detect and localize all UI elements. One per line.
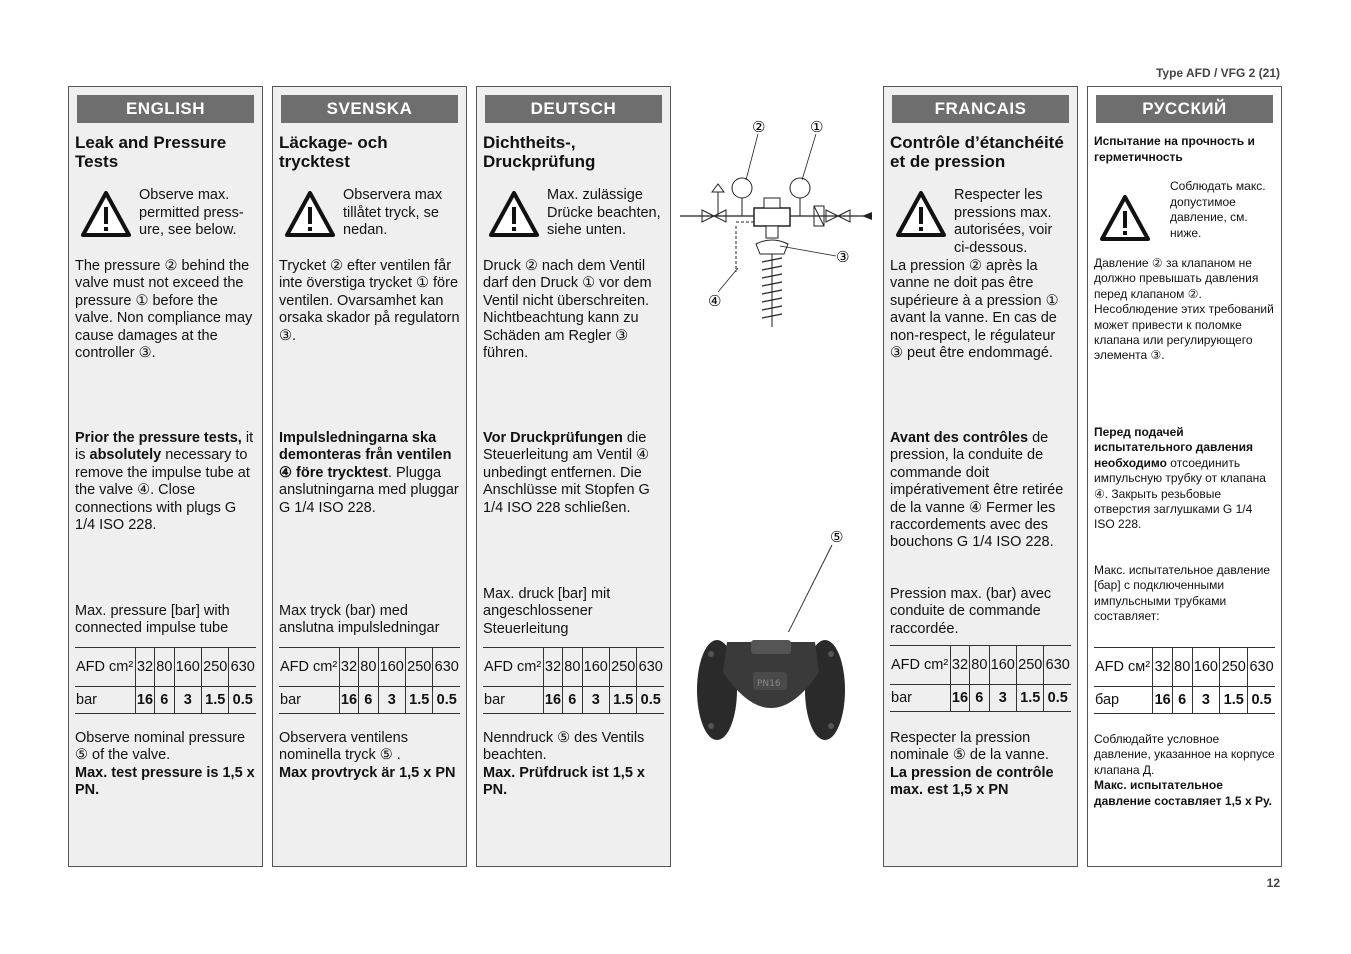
- table-value-cell: 0.5: [229, 687, 256, 714]
- pressure-note: Trycket ② efter ventilen får inte överstiga trycket ① före ventilen. Ovarsamhet kan orsaka skador på regulatorn ③.: [279, 258, 460, 344]
- table-value-cell: 3: [378, 687, 405, 714]
- bold-instruction: Vor Druckprüfungen: [483, 430, 623, 446]
- table-row-label: bar: [279, 687, 339, 714]
- language-header: SVENSKA: [281, 95, 458, 123]
- table-value-cell: 1.5: [201, 687, 228, 714]
- svg-text:PN16: PN16: [757, 679, 781, 689]
- table-value-cell: 6: [970, 685, 989, 712]
- page-number: 12: [1266, 876, 1280, 890]
- table-header-cell: 630: [637, 648, 664, 687]
- instruction-text: die Steuerleitung am Ventil ④ unbedingt entfernen. Die Anschlüsse mit Stopfen G 1/4 ISO 228 schließen.: [483, 430, 650, 516]
- pressure-note: The pressure ② behind the valve must not exceed the pressure ① before the valve. Non compliance may cause damages at the controller ③.: [75, 258, 253, 362]
- callout-4: ④: [708, 292, 722, 310]
- callout-1: ①: [810, 118, 824, 136]
- warning-text: Max. zulässige Drücke beachten, siehe unten.: [547, 187, 661, 238]
- nominal-pressure-note: [890, 730, 1071, 800]
- nominal-pressure-note: [279, 730, 460, 782]
- instruction-text: necessary to remove the impulse tube at the valve ④. Close connections with plugs G 1/4 ISO 228.: [75, 447, 250, 534]
- table-value-cell: 6: [359, 687, 378, 714]
- table-row-label: bar: [890, 685, 950, 712]
- table-row-label: AFD см²: [1094, 648, 1153, 687]
- nominal-pressure-callout: [690, 525, 860, 645]
- table-value-cell: 16: [543, 687, 562, 714]
- section-title: Dichtheits-, Druckprüfung: [483, 133, 596, 171]
- test-pressure-text: Max. test pressure is 1,5 x PN.: [75, 764, 255, 799]
- table-header-cell: 250: [609, 648, 636, 687]
- pressure-table: [890, 645, 1071, 712]
- nominal-text: Соблюдайте условное давление, указанное на корпусе клапана Д.: [1094, 732, 1275, 777]
- warning-triangle-icon: [1100, 195, 1150, 241]
- table-header-cell: 250: [1016, 646, 1043, 685]
- section-title: Leak and Pressure Tests: [75, 133, 227, 171]
- language-header: DEUTSCH: [485, 95, 662, 123]
- callout-2: ②: [752, 118, 766, 136]
- bold-instruction: Impulsledningarna ska demonteras från ventilen ④ före trycktest: [279, 430, 452, 481]
- table-value-cell: 3: [1192, 687, 1220, 714]
- table-header-cell: 32: [543, 648, 562, 687]
- table-header-cell: 32: [950, 646, 969, 685]
- table-value-cell: 0.5: [637, 687, 664, 714]
- section-title: Läckage- och trycktest: [279, 133, 388, 171]
- impulse-tube-instruction: [483, 430, 664, 517]
- warning-text: Observe max. permitted press-ure, see below.: [139, 187, 244, 238]
- table-header-cell: 250: [405, 648, 432, 687]
- pressure-table: [1094, 647, 1275, 714]
- test-pressure-text: Макс. испытательное давление составляет 1,5 x Pу.: [1094, 778, 1272, 808]
- table-header-cell: 160: [989, 646, 1016, 685]
- document-type-label: Type AFD / VFG 2 (21): [1155, 66, 1280, 80]
- column-english: [68, 86, 263, 867]
- warning-triangle-icon: [489, 191, 539, 237]
- pressure-note: Druck ② nach dem Ventil darf den Druck ① vor dem Ventil nicht überschreiten. Nichtbeachtung kann zu Schäden am Regler ③ führen.: [483, 258, 652, 362]
- valve-body-photo: [697, 632, 845, 744]
- table-header-cell: 80: [1172, 648, 1192, 687]
- table-header-cell: 80: [155, 648, 174, 687]
- table-value-cell: 0.5: [1248, 687, 1275, 714]
- nominal-text: Observera ventilens nominella tryck ⑤ .: [279, 730, 408, 764]
- table-value-cell: 1.5: [405, 687, 432, 714]
- callout-5: ⑤: [830, 528, 844, 546]
- test-pressure-text: La pression de contrôle max. est 1,5 x PN: [890, 764, 1054, 799]
- table-value-cell: 3: [989, 685, 1016, 712]
- table-header-cell: 160: [174, 648, 201, 687]
- table-value-cell: 3: [174, 687, 201, 714]
- table-row-label: AFD cm²: [483, 648, 543, 687]
- warning-text: Observera max tillåtet tryck, se nedan.: [343, 187, 443, 238]
- table-row-label: AFD cm²: [75, 648, 135, 687]
- max-pressure-label: Макс. испытательное давление [бар] с подключенными импульсными трубками составляет:: [1094, 563, 1271, 624]
- table-row-label: AFD cm²: [279, 648, 339, 687]
- bold-instruction: Avant des contrôles: [890, 430, 1029, 446]
- table-row-label: bar: [75, 687, 135, 714]
- test-pressure-text: Max. Prüfdruck ist 1,5 x PN.: [483, 764, 645, 799]
- table-header-cell: 630: [1248, 648, 1275, 687]
- table-header-cell: 630: [433, 648, 460, 687]
- impulse-tube-instruction: [890, 430, 1071, 552]
- warning-text: Respecter les pressions max. autorisées, voir ci-dessous.: [954, 187, 1053, 256]
- table-value-cell: 3: [582, 687, 609, 714]
- table-header-cell: 80: [970, 646, 989, 685]
- table-value-cell: 16: [339, 687, 358, 714]
- table-header-cell: 80: [359, 648, 378, 687]
- language-header: РУССКИЙ: [1096, 95, 1273, 123]
- max-pressure-label: Pression max. (bar) avec conduite de commande raccordée.: [890, 586, 1052, 637]
- language-header: FRANCAIS: [892, 95, 1069, 123]
- pressure-note: La pression ② après la vanne ne doit pas être supérieure à a pression ① avant la vanne. En cas de non-respect, le régulateur ③ peut être endommagé.: [890, 258, 1059, 362]
- column-russian: [1087, 86, 1282, 867]
- warning-text: Соблюдать макс. допустимое давление, см. ниже.: [1170, 179, 1266, 240]
- callout-3: ③: [836, 248, 850, 266]
- table-header-cell: 160: [1192, 648, 1220, 687]
- bold-instruction: Prior the pressure tests,: [75, 430, 242, 446]
- table-value-cell: 0.5: [1044, 685, 1071, 712]
- table-value-cell: 16: [135, 687, 154, 714]
- table-row-label: AFD cm²: [890, 646, 950, 685]
- language-header: ENGLISH: [77, 95, 254, 123]
- table-value-cell: 6: [1172, 687, 1192, 714]
- pressure-table: [483, 647, 664, 714]
- table-header-cell: 160: [378, 648, 405, 687]
- impulse-tube-instruction: [1094, 425, 1275, 533]
- max-pressure-label: Max tryck (bar) med anslutna impulsledningar: [279, 603, 440, 637]
- instruction-text: de pression, la conduite de commande doit impérativement être retirée de la vanne ④ Fermer les raccordements avec des bouchons G 1/4 ISO 228.: [890, 430, 1064, 551]
- table-value-cell: 1.5: [1016, 685, 1043, 712]
- nominal-text: Respecter la pression nominale ⑤ de la vanne.: [890, 730, 1049, 764]
- max-pressure-label: Max. druck [bar] mit angeschlossener Steuerleitung: [483, 586, 611, 637]
- column-svenska: [272, 86, 467, 867]
- table-header-cell: 160: [582, 648, 609, 687]
- bold-instruction: absolutely: [89, 447, 162, 464]
- table-row-label: bar: [483, 687, 543, 714]
- valve-installation-diagram: [676, 112, 876, 342]
- table-header-cell: 32: [339, 648, 358, 687]
- table-header-cell: 32: [1153, 648, 1173, 687]
- nominal-text: Nenndruck ⑤ des Ventils beachten.: [483, 730, 645, 764]
- column-deutsch: [476, 86, 671, 867]
- table-header-cell: 250: [1220, 648, 1248, 687]
- impulse-tube-instruction: [279, 430, 460, 517]
- table-value-cell: 16: [950, 685, 969, 712]
- test-pressure-text: Max provtryck är 1,5 x PN: [279, 764, 456, 781]
- nominal-text: Observe nominal pressure ⑤ of the valve.: [75, 730, 246, 764]
- table-header-cell: 32: [135, 648, 154, 687]
- table-value-cell: 0.5: [433, 687, 460, 714]
- table-value-cell: 1.5: [609, 687, 636, 714]
- pressure-table: [279, 647, 460, 714]
- table-header-cell: 80: [563, 648, 582, 687]
- nominal-pressure-note: [1094, 732, 1275, 809]
- table-header-cell: 630: [229, 648, 256, 687]
- table-value-cell: 16: [1153, 687, 1173, 714]
- table-value-cell: 6: [155, 687, 174, 714]
- bold-instruction: Перед подачей испытательного давления необходимо: [1094, 425, 1254, 470]
- column-francais: [883, 86, 1078, 867]
- warning-triangle-icon: [81, 191, 131, 237]
- pressure-table: [75, 647, 256, 714]
- warning-triangle-icon: [896, 191, 946, 237]
- table-value-cell: 1.5: [1220, 687, 1248, 714]
- section-title: Contrôle d’étanchéité et de pression: [890, 133, 1064, 171]
- instruction-text: it is: [75, 430, 254, 464]
- max-pressure-label: Max. pressure [bar] with connected impulse tube: [75, 603, 230, 637]
- section-title: Испытание на прочность и герметичность: [1094, 134, 1255, 164]
- warning-triangle-icon: [285, 191, 335, 237]
- nominal-pressure-note: [483, 730, 664, 800]
- pressure-note: Давление ② за клапаном не должно превышать давления перед клапаном ②. Несоблюдение этих требований может привести к поломке клапана или регулирующего элемента ③.: [1094, 256, 1274, 363]
- table-header-cell: 250: [201, 648, 228, 687]
- instruction-text: . Plugga anslutningarna med pluggar G 1/4 ISO 228.: [279, 464, 459, 516]
- table-header-cell: 630: [1044, 646, 1071, 685]
- instruction-text: отсоединить импульсную трубку от клапана ④. Закрыть резьбовые отверстия заглушками G 1/4 ISO 228.: [1094, 455, 1266, 532]
- table-row-label: бар: [1094, 687, 1153, 714]
- table-value-cell: 6: [563, 687, 582, 714]
- impulse-tube-instruction: [75, 430, 256, 534]
- nominal-pressure-note: [75, 730, 256, 800]
